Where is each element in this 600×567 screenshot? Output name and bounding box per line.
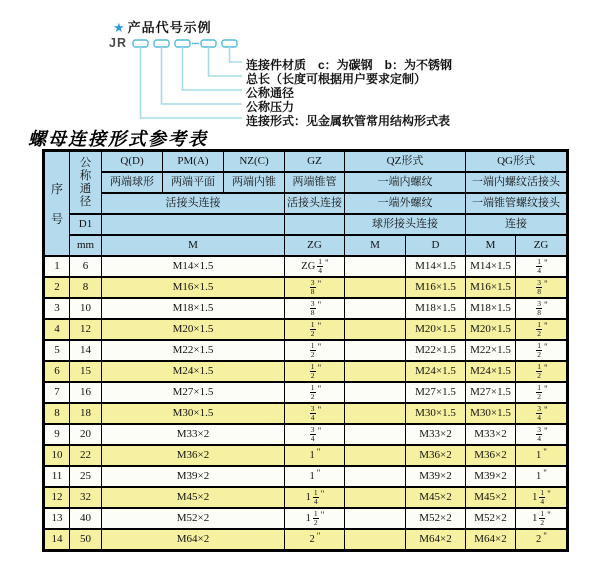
cell-gz-size [285, 445, 345, 466]
header-conn-qz: 一端外螺纹 [345, 193, 466, 214]
stacked-fraction: $\frac{3}{4}$ [537, 424, 542, 443]
inch-mark: " [317, 405, 322, 416]
cell-m-thread: M45×2 [102, 487, 285, 508]
table-row [44, 319, 568, 340]
stacked-fraction: $\frac{3}{8}$ [537, 298, 542, 317]
stacked-fraction: $\frac{1}{4}$ [540, 487, 545, 506]
table-row [44, 466, 568, 487]
cell-qg-m: M64×2 [466, 529, 516, 551]
star-icon: ★ [113, 20, 126, 35]
cell-serial: 13 [44, 508, 70, 529]
cell-qg-m: M20×1.5 [466, 319, 516, 340]
inch-mark: " [547, 510, 551, 521]
label-connector-material: 连接件材质 c：为碳钢 b：为不锈钢 [246, 58, 453, 72]
inch-mark: " [547, 489, 551, 500]
stacked-fraction: $\frac{1}{4}$ [318, 256, 323, 275]
inch-mark: " [543, 531, 547, 542]
header-desc-nzc: 两端内锥 [224, 172, 285, 193]
header-code-qz: QZ形式 [345, 151, 466, 173]
cell-qz-d: M24×1.5 [406, 361, 466, 382]
cell-qz-d: M14×1.5 [406, 256, 466, 277]
label-nominal-pressure: 公称压力 [246, 100, 295, 114]
stacked-fraction: $\frac{3}{8}$ [310, 298, 315, 317]
cell-serial: 9 [44, 424, 70, 445]
serial-vertical-text: 序 号 [50, 181, 63, 226]
header-subgroup-qg: 连接 [466, 214, 568, 235]
cell-gz-size [285, 277, 345, 298]
cell-gz-size [285, 256, 345, 277]
cell-qg-m: M14×1.5 [466, 256, 516, 277]
header-row-d1 [44, 214, 568, 235]
cell-dn: 12 [70, 319, 102, 340]
stacked-fraction: $\frac{1}{2}$ [310, 340, 315, 359]
inch-mark: " [544, 300, 548, 311]
cell-qz-d: M33×2 [406, 424, 466, 445]
cell-qz-m [345, 319, 406, 340]
header-code-pma: PM(A) [163, 151, 224, 173]
cell-qz-d: M30×1.5 [406, 403, 466, 424]
header-desc-qg: 一端内螺纹活接头 [466, 172, 568, 193]
header-d1: D1 [70, 214, 102, 235]
cell-qg-zg [516, 445, 568, 466]
stacked-fraction: $\frac{1}{2}$ [537, 340, 542, 359]
inch-mark: " [316, 531, 321, 542]
header-unit-qz-d: D [406, 235, 466, 256]
cell-serial: 7 [44, 382, 70, 403]
cell-dn: 20 [70, 424, 102, 445]
label-total-length: 总长（长度可根据用户要求定制） [246, 72, 427, 86]
table-body [44, 256, 568, 551]
cell-m-thread: M24×1.5 [102, 361, 285, 382]
cell-dn: 14 [70, 340, 102, 361]
cell-dn: 32 [70, 487, 102, 508]
table-row [44, 382, 568, 403]
inch-mark: " [320, 510, 325, 521]
cell-qz-d: M20×1.5 [406, 319, 466, 340]
header-code-gz: GZ [285, 151, 345, 173]
inch-mark: " [317, 363, 322, 374]
size-token: 1 [532, 492, 538, 504]
product-code-example-title [113, 17, 212, 36]
stacked-fraction: $\frac{3}{8}$ [310, 277, 315, 296]
cell-serial: 6 [44, 361, 70, 382]
cell-dn: 8 [70, 277, 102, 298]
inch-mark: " [317, 426, 322, 437]
size-token: 2 [309, 534, 315, 546]
size-token: 1 [536, 450, 542, 462]
cell-qg-m: M33×2 [466, 424, 516, 445]
cell-qg-zg [516, 424, 568, 445]
inch-mark: " [544, 258, 548, 269]
table-title: 螺母连接形式参考表 [28, 129, 208, 150]
stacked-fraction: $\frac{1}{2}$ [310, 361, 315, 380]
cell-qg-m: M39×2 [466, 466, 516, 487]
cell-qz-d: M64×2 [406, 529, 466, 551]
nominal-diameter-vertical-text: 公 称 通 径 [79, 156, 92, 208]
table-row [44, 361, 568, 382]
header-unit-qg-m: M [466, 235, 516, 256]
cell-qz-m [345, 298, 406, 319]
cell-qg-m: M30×1.5 [466, 403, 516, 424]
header-row-units [44, 235, 568, 256]
cell-qz-m [345, 508, 406, 529]
code-box-3 [175, 40, 190, 47]
cell-qg-zg [516, 340, 568, 361]
cell-qg-zg [516, 466, 568, 487]
cell-m-thread: M64×2 [102, 529, 285, 551]
cell-qg-zg [516, 319, 568, 340]
cell-qz-m [345, 340, 406, 361]
inch-mark: " [544, 342, 548, 353]
table-row [44, 340, 568, 361]
code-box-1 [133, 40, 148, 47]
code-box-4 [201, 40, 216, 47]
size-token: 2 [536, 534, 542, 546]
size-token: 1 [309, 471, 315, 483]
header-unit-qg-zg: ZG [516, 235, 568, 256]
label-nominal-diameter: 公称通径 [246, 86, 295, 100]
header-conn-union-gz: 活接头连接 [285, 193, 345, 214]
cell-serial: 3 [44, 298, 70, 319]
cell-qg-zg [516, 361, 568, 382]
header-code-nzc: NZ(C) [224, 151, 285, 173]
stacked-fraction: $\frac{1}{2}$ [537, 382, 542, 401]
cell-qg-m: M52×2 [466, 508, 516, 529]
cell-qg-m: M27×1.5 [466, 382, 516, 403]
inch-mark: " [320, 489, 325, 500]
cell-qz-d: M27×1.5 [406, 382, 466, 403]
table-row [44, 487, 568, 508]
table-row [44, 529, 568, 551]
product-code-prefix: JR [109, 36, 127, 50]
cell-qz-m [345, 466, 406, 487]
cell-dn: 22 [70, 445, 102, 466]
cell-serial: 8 [44, 403, 70, 424]
header-unit-qz-m: M [345, 235, 406, 256]
code-box-2 [154, 40, 169, 47]
header-conn-union: 活接头连接 [102, 193, 285, 214]
inch-mark: " [317, 321, 322, 332]
stacked-fraction: $\frac{3}{8}$ [537, 277, 542, 296]
cell-qg-zg [516, 298, 568, 319]
cell-qg-zg [516, 403, 568, 424]
cell-qz-m [345, 382, 406, 403]
inch-mark: " [544, 426, 548, 437]
cell-dn: 40 [70, 508, 102, 529]
cell-serial: 5 [44, 340, 70, 361]
stacked-fraction: $\frac{3}{4}$ [310, 424, 315, 443]
cell-m-thread: M30×1.5 [102, 403, 285, 424]
cell-gz-size [285, 508, 345, 529]
cell-dn: 50 [70, 529, 102, 551]
table-row [44, 445, 568, 466]
table-row [44, 424, 568, 445]
cell-gz-size [285, 424, 345, 445]
cell-m-thread: M22×1.5 [102, 340, 285, 361]
stacked-fraction: $\frac{1}{4}$ [313, 487, 318, 506]
cell-m-thread: M33×2 [102, 424, 285, 445]
cell-qz-d: M52×2 [406, 508, 466, 529]
cell-dn: 25 [70, 466, 102, 487]
header-unit-m: M [102, 235, 285, 256]
cell-qz-m [345, 277, 406, 298]
header-desc-gz: 两端锥管 [285, 172, 345, 193]
cell-m-thread: M20×1.5 [102, 319, 285, 340]
table-row [44, 298, 568, 319]
header-d1-blank-1 [102, 214, 285, 235]
inch-mark: " [544, 321, 548, 332]
cell-qg-zg [516, 529, 568, 551]
header-unit-zg: ZG [285, 235, 345, 256]
size-token: 1 [532, 513, 538, 525]
inch-mark: " [544, 279, 548, 290]
header-serial [44, 151, 70, 257]
cell-serial: 10 [44, 445, 70, 466]
table-row [44, 508, 568, 529]
cell-gz-size [285, 340, 345, 361]
inch-mark: " [543, 447, 547, 458]
cell-dn: 10 [70, 298, 102, 319]
cell-qg-m: M45×2 [466, 487, 516, 508]
cell-qg-m: M18×1.5 [466, 298, 516, 319]
cell-qz-d: M45×2 [406, 487, 466, 508]
cell-qg-zg [516, 508, 568, 529]
inch-mark: " [316, 468, 321, 479]
size-token: 1 [305, 492, 311, 504]
cell-qz-m [345, 256, 406, 277]
size-token: 1 [305, 513, 311, 525]
inch-mark: " [317, 384, 322, 395]
inch-mark: " [325, 258, 329, 269]
cell-m-thread: M18×1.5 [102, 298, 285, 319]
stacked-fraction: $\frac{3}{4}$ [310, 403, 315, 422]
cell-serial: 1 [44, 256, 70, 277]
cell-qz-d: M36×2 [406, 445, 466, 466]
inch-mark: " [544, 363, 548, 374]
table-row [44, 403, 568, 424]
stacked-fraction: $\frac{1}{2}$ [310, 319, 315, 338]
stacked-fraction: $\frac{1}{2}$ [537, 319, 542, 338]
header-code-qd: Q(D) [102, 151, 163, 173]
code-box-5 [222, 40, 237, 47]
stacked-fraction: $\frac{1}{2}$ [310, 382, 315, 401]
label-connection-form: 连接形式：见金属软管常用结构形式表 [246, 114, 451, 128]
cell-m-thread: M14×1.5 [102, 256, 285, 277]
cell-gz-size [285, 529, 345, 551]
inch-mark: " [544, 384, 548, 395]
stacked-fraction: $\frac{1}{2}$ [313, 508, 318, 527]
header-conn-qg: 一端锥管螺纹接头 [466, 193, 568, 214]
cell-qg-zg [516, 256, 568, 277]
inch-mark: " [544, 405, 548, 416]
cell-gz-size [285, 382, 345, 403]
inch-mark: " [317, 300, 322, 311]
inch-mark: " [317, 279, 322, 290]
cell-gz-size [285, 298, 345, 319]
header-row-descriptions [44, 172, 568, 193]
cell-gz-size [285, 487, 345, 508]
cell-m-thread: M16×1.5 [102, 277, 285, 298]
cell-serial: 2 [44, 277, 70, 298]
cell-qz-m [345, 361, 406, 382]
size-token: 1 [536, 471, 542, 483]
cell-qz-m [345, 529, 406, 551]
cell-m-thread: M39×2 [102, 466, 285, 487]
size-token: 1 [309, 450, 315, 462]
header-row-codes [44, 151, 568, 173]
inch-mark: " [316, 447, 321, 458]
cell-m-thread: M36×2 [102, 445, 285, 466]
cell-dn: 15 [70, 361, 102, 382]
cell-gz-size [285, 466, 345, 487]
cell-serial: 11 [44, 466, 70, 487]
cell-m-thread: M27×1.5 [102, 382, 285, 403]
cell-qz-m [345, 487, 406, 508]
cell-serial: 4 [44, 319, 70, 340]
table-row [44, 277, 568, 298]
cell-qg-zg [516, 382, 568, 403]
cell-qz-m [345, 445, 406, 466]
cell-dn: 6 [70, 256, 102, 277]
stacked-fraction: $\frac{1}{4}$ [537, 256, 542, 275]
cell-dn: 16 [70, 382, 102, 403]
nut-connection-reference-table [42, 149, 569, 552]
product-code-example-text: 产品代号示例 [127, 20, 212, 35]
header-d1-blank-2 [285, 214, 345, 235]
cell-gz-size [285, 319, 345, 340]
header-code-qg: QG形式 [466, 151, 568, 173]
cell-qg-m: M24×1.5 [466, 361, 516, 382]
cell-dn: 18 [70, 403, 102, 424]
header-mm: mm [70, 235, 102, 256]
cell-qz-m [345, 424, 406, 445]
cell-serial: 12 [44, 487, 70, 508]
header-desc-qd: 两端球形 [102, 172, 163, 193]
cell-qz-d: M22×1.5 [406, 340, 466, 361]
cell-qg-m: M22×1.5 [466, 340, 516, 361]
cell-serial: 14 [44, 529, 70, 551]
header-desc-pma: 两端平面 [163, 172, 224, 193]
table-row [44, 256, 568, 277]
cell-gz-size [285, 361, 345, 382]
stacked-fraction: $\frac{1}{2}$ [537, 361, 542, 380]
cell-qg-m: M16×1.5 [466, 277, 516, 298]
product-code-diagram [0, 0, 600, 128]
cell-qz-d: M16×1.5 [406, 277, 466, 298]
cell-qg-zg [516, 487, 568, 508]
cell-qg-m: M36×2 [466, 445, 516, 466]
cell-gz-size [285, 403, 345, 424]
cell-qz-m [345, 403, 406, 424]
size-token: ZG [301, 261, 316, 273]
cell-m-thread: M52×2 [102, 508, 285, 529]
header-nominal-diameter [70, 151, 102, 215]
cell-qz-d: M39×2 [406, 466, 466, 487]
cell-qg-zg [516, 277, 568, 298]
header-desc-qz: 一端内螺纹 [345, 172, 466, 193]
header-subgroup-qz: 球形接头连接 [345, 214, 466, 235]
inch-mark: " [317, 342, 322, 353]
cell-qz-d: M18×1.5 [406, 298, 466, 319]
inch-mark: " [543, 468, 547, 479]
header-row-connection [44, 193, 568, 214]
stacked-fraction: $\frac{1}{2}$ [540, 508, 545, 527]
stacked-fraction: $\frac{3}{4}$ [537, 403, 542, 422]
